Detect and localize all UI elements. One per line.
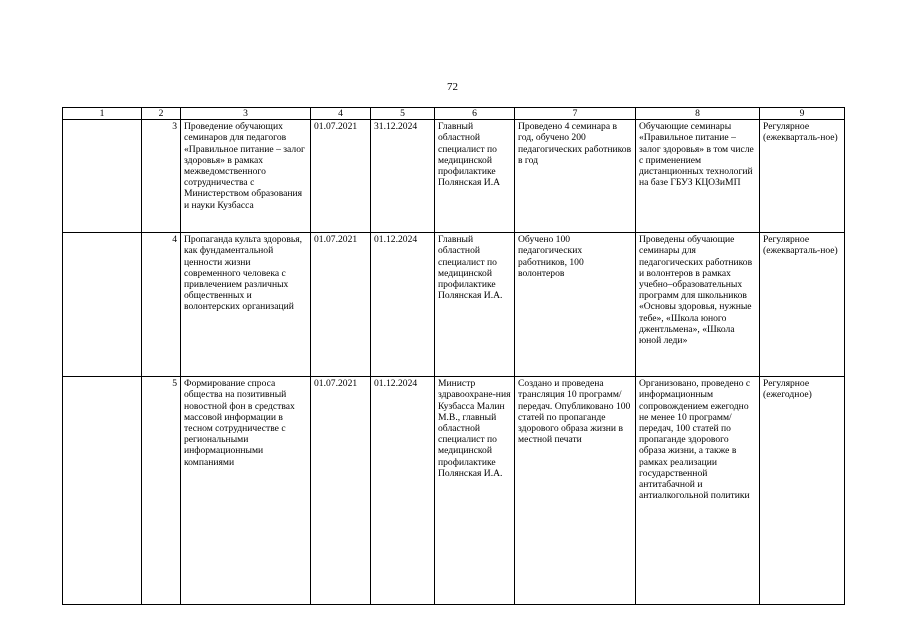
cell-result: Проведены обучающие семинары для педагогических работников и волонтеров в рамках учебно–образовательных программ для школьников «Основы здоровья, нужные тебе», «Школа юного джентльмена», «Школа юной леди» [636,233,760,377]
cell-section [63,233,142,377]
cell-activity: Формирование спроса общества на позитивный новостной фон в средствах массовой информации в тесном сотрудничестве с региональными информационными компаниями [181,377,311,605]
col-header-4: 4 [311,108,371,120]
col-header-9: 9 [760,108,845,120]
cell-start-date: 01.07.2021 [311,120,371,233]
col-header-5: 5 [371,108,435,120]
col-header-3: 3 [181,108,311,120]
cell-activity: Пропаганда культа здоровья, как фундаментальной ценности жизни современного человека с привлечением различных общественных и волонтерских организаций [181,233,311,377]
cell-item-number: 4 [142,233,181,377]
cell-start-date: 01.07.2021 [311,377,371,605]
measures-table [62,107,845,605]
cell-result: Организовано, проведено с информационным сопровождением ежегодно не менее 10 программ/передач, 100 статей по пропаганде здорового образа жизни, а также в рамках реализации государственной антитабачной и антиалкогольной политики [636,377,760,605]
cell-responsible: Министр здравоохране-ния Кузбасса Малин М.В., главный областной специалист по медицинской профилактике Полянская И.А. [435,377,515,605]
cell-result: Обучающие семинары «Правильное питание – залог здоровья» в том числе с применением дистанционных технологий на базе ГБУЗ КЦОЗиМП [636,120,760,233]
cell-indicator: Обучено 100 педагогических работников, 100 волонтеров [515,233,636,377]
cell-section [63,377,142,605]
cell-indicator: Создано и проведена трансляция 10 программ/передач. Опубликовано 100 статей по пропаганде здорового образа жизни в местной печати [515,377,636,605]
cell-indicator: Проведено 4 семинара в год, обучено 200 педагогических работников в год [515,120,636,233]
cell-responsible: Главный областной специалист по медицинской профилактике Полянская И.А [435,120,515,233]
cell-end-date: 01.12.2024 [371,377,435,605]
col-header-6: 6 [435,108,515,120]
col-header-2: 2 [142,108,181,120]
col-header-7: 7 [515,108,636,120]
cell-end-date: 01.12.2024 [371,233,435,377]
table-row [63,120,845,233]
cell-section [63,120,142,233]
cell-item-number: 5 [142,377,181,605]
cell-item-number: 3 [142,120,181,233]
cell-frequency: Регулярное (ежегодное) [760,377,845,605]
cell-activity: Проведение обучающих семинаров для педагогов «Правильное питание – залог здоровья» в рамках межведомственного сотрудничества с Министерством образования и науки Кузбасса [181,120,311,233]
col-header-8: 8 [636,108,760,120]
table-row [63,233,845,377]
header-row [63,108,845,120]
cell-frequency: Регулярное (ежекварталь-ное) [760,233,845,377]
cell-end-date: 31.12.2024 [371,120,435,233]
table-row [63,377,845,605]
cell-start-date: 01.07.2021 [311,233,371,377]
page-number: 72 [447,81,458,93]
cell-frequency: Регулярное (ежекварталь-ное) [760,120,845,233]
col-header-1: 1 [63,108,142,120]
cell-responsible: Главный областной специалист по медицинской профилактике Полянская И.А. [435,233,515,377]
